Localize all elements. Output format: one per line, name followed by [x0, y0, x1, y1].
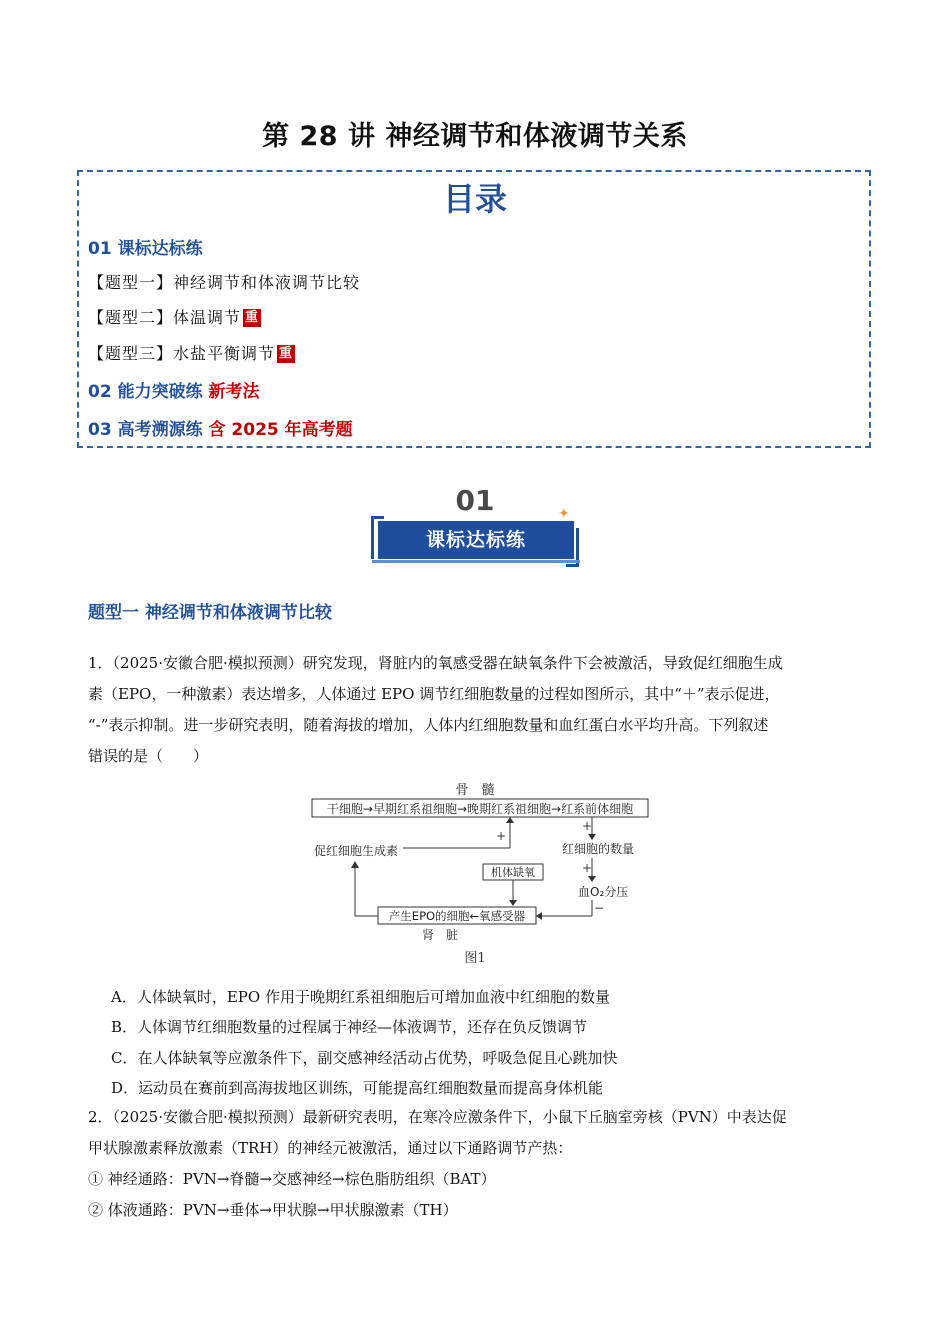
- figure-label-bone-marrow: 骨 髓: [455, 783, 495, 798]
- toc-item-3-label: 【题型三】水盐平衡调节: [88, 344, 276, 363]
- question-line: 错误的是（ ）: [88, 747, 209, 765]
- toc-section-3-tag: 含 2025 年高考题: [208, 420, 353, 440]
- arrow-head: [351, 861, 359, 868]
- question-line: 2．（2025·安徽合肥·模拟预测）最新研究表明，在寒冷应激条件下，小鼠下丘脑室旁核（PVN）中表达促: [88, 1108, 787, 1126]
- section-badge: 课标达标练: [378, 521, 574, 559]
- toc-heading: 目录: [442, 180, 507, 218]
- toc-item-2[interactable]: [88, 305, 261, 328]
- toc-item-2-label: 【题型二】体温调节: [88, 308, 242, 327]
- figure-caption: 图1: [464, 951, 486, 966]
- toc-section-2-tag: 新考法: [208, 382, 260, 402]
- toc-item-1-label: 【题型一】神经调节和体液调节比较: [88, 273, 361, 292]
- figure-o2: 血O₂分压: [578, 885, 629, 899]
- toc-section-1-label: 01 课标达标练: [88, 239, 203, 259]
- epo-regulation-figure: [300, 776, 660, 946]
- toc-item-3[interactable]: [88, 341, 295, 364]
- question-line: 1．（2025·安徽合肥·模拟预测）研究发现，肾脏内的氧感受器在缺氧条件下会被激活，导致促红细胞生成: [88, 654, 783, 672]
- option-d[interactable]: D．运动员在赛前到高海拔地区训练，可能提高红细胞数量而提高身体机能: [111, 1079, 604, 1097]
- question-line: ① 神经通路：PVN→脊髓→交感神经→棕色脂肪组织（BAT）: [88, 1170, 496, 1188]
- question-line: 素（EPO，一种激素）表达增多，人体通过 EPO 调节红细胞数量的过程如图所示，其中“＋”表示促进，: [88, 685, 780, 703]
- toc-section-2[interactable]: [88, 377, 260, 402]
- option-b[interactable]: B．人体调节红细胞数量的过程属于神经—体液调节，还存在负反馈调节: [111, 1018, 588, 1036]
- arrow-head: [588, 834, 596, 840]
- figure-chain: 干细胞→早期红系祖细胞→晚期红系祖细胞→红系前体细胞: [326, 802, 634, 816]
- arrow-head: [588, 876, 596, 882]
- toc-item-1[interactable]: [88, 270, 360, 293]
- figure-kidney-cell: 产生EPO的细胞←氧感受器: [388, 909, 526, 923]
- question-1-stem: [88, 648, 868, 772]
- plus-sign: +: [582, 819, 593, 833]
- badge-underline: [372, 560, 580, 563]
- question-2-stem: [88, 1102, 868, 1226]
- plus-sign: +: [496, 829, 507, 843]
- section-number: 01: [455, 484, 495, 517]
- key-badge: 重: [245, 310, 260, 325]
- page-title: 第 28 讲 神经调节和体液调节关系: [262, 121, 688, 152]
- figure-hypoxia: 机体缺氧: [491, 866, 535, 879]
- arrow-head: [509, 900, 517, 906]
- option-c[interactable]: C．在人体缺氧等应激条件下，副交感神经活动占优势，呼吸急促且心跳加快: [111, 1049, 618, 1067]
- toc-section-1[interactable]: [88, 234, 203, 259]
- figure-epo: 促红细胞生成素: [314, 844, 399, 858]
- arrow-head: [536, 912, 542, 920]
- key-badge: 重: [279, 346, 294, 361]
- question-line: 甲状腺激素释放激素（TRH）的神经元被激活，通过以下通路调节产热：: [88, 1139, 573, 1157]
- minus-sign: −: [594, 901, 605, 915]
- toc-section-3-label: 03 高考溯源练: [88, 420, 203, 440]
- toc-section-2-label: 02 能力突破练: [88, 382, 203, 402]
- toc-section-3[interactable]: [88, 415, 353, 440]
- figure-kidney: 肾 脏: [421, 928, 459, 942]
- question-line: “-”表示抑制。进一步研究表明，随着海拔的增加，人体内红细胞数量和血红蛋白水平均升高。下列叙述: [88, 716, 769, 734]
- sparkle-icon: ✦: [558, 506, 570, 522]
- arrow-head: [506, 817, 514, 823]
- figure-rbc: 红细胞的数量: [562, 842, 635, 856]
- question-line: ② 体液通路：PVN→垂体→甲状腺→甲状腺激素（TH）: [88, 1201, 458, 1219]
- type-heading: 题型一 神经调节和体液调节比较: [88, 603, 332, 623]
- plus-sign: +: [582, 861, 593, 875]
- option-a[interactable]: A．人体缺氧时，EPO 作用于晚期红系祖细胞后可增加血液中红细胞的数量: [111, 988, 610, 1006]
